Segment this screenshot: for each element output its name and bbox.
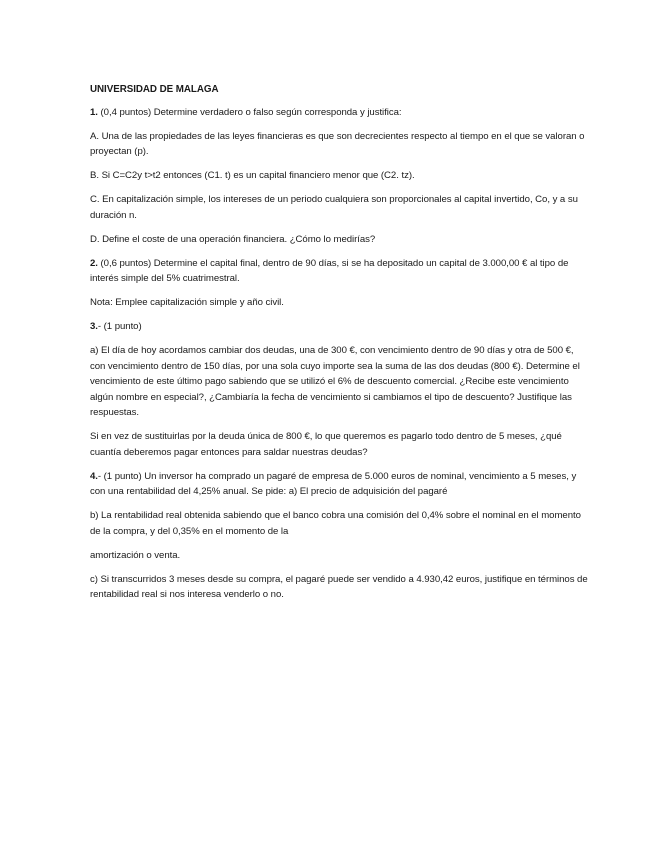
question-4-number: 4. (90, 470, 98, 482)
question-4 (90, 469, 590, 500)
question-4-text: - (1 punto) Un inversor ha comprado un pagaré de empresa de 5.000 euros de nominal, vencimiento a 5 meses, y con una rentabilidad del 4,25% anual. Se pide: a) El precio de adquisición del pagaré (90, 470, 577, 497)
document-body (90, 82, 590, 611)
question-2-number: 2. (90, 257, 98, 269)
question-4-part-b-continued: amortización o venta. (90, 549, 181, 561)
question-4-part-b: b) La rentabilidad real obtenida sabiendo que el banco cobra una comisión del 0,4% sobre el nominal en el momento de la compra, y del 0,35% en el momento de la (90, 510, 581, 537)
question-3-part-b: Si en vez de sustituirlas por la deuda única de 800 €, lo que queremos es pagarlo todo dentro de 5 meses, ¿qué cuantía deberemos pagar entonces para saldar nuestras deudas? (90, 431, 562, 458)
question-3-number: 3. (90, 321, 98, 332)
question-1-intro (90, 105, 590, 121)
question-1-option-c: C. En capitalización simple, los intereses de un periodo cualquiera son proporcionales al capital invertido, Co, y a su duración n. (90, 194, 578, 221)
question-2-note: Nota: Emplee capitalización simple y año civil. (90, 297, 284, 308)
document-title: UNIVERSIDAD DE MALAGA (90, 84, 219, 95)
question-1-text: (0,4 puntos) Determine verdadero o falso según corresponda y justifica: (100, 106, 402, 118)
question-4-part-c: c) Si transcurridos 3 meses desde su compra, el pagaré puede ser vendido a 4.930,42 euros, justifique en términos de rentabilidad real si nos interesa venderlo o no. (90, 573, 588, 600)
question-1-option-b: B. Si C=C2y t>t2 entonces (C1. t) es un capital financiero menor que (C2. tz). (90, 170, 415, 181)
question-1-option-a: A. Una de las propiedades de las leyes financieras es que son decrecientes respecto al tiempo en el que se valoran o proyectan (p). (90, 130, 585, 157)
question-2 (90, 256, 590, 287)
question-3-points: - (1 punto) (97, 321, 142, 332)
question-2-text: (0,6 puntos) Determine el capital final, dentro de 90 días, si se ha depositado un capital de 3.000,00 € al tipo de interés simple del 5% cuatrimestral. (90, 257, 569, 284)
question-1-number: 1. (90, 106, 98, 118)
question-3-part-a: a) El día de hoy acordamos cambiar dos deudas, una de 300 €, con vencimiento dentro de 90 días y otra de 500 €, con vencimiento dentro de 150 días, por una sola cuyo importe sea la suma de las dos deudas (800 €). Determine el vencimiento de este último pago sabiendo que se utilizó el 6% de descuento comercial. ¿Recibe este vencimiento algún nombre en especial?, ¿Cambiaría la fecha de vencimiento si cambiamos el tipo de descuento? Justifique las respuestas. (90, 345, 580, 418)
question-1-option-d: D. Define el coste de una operación financiera. ¿Cómo lo medirías? (90, 233, 376, 245)
question-3-header (90, 319, 590, 335)
